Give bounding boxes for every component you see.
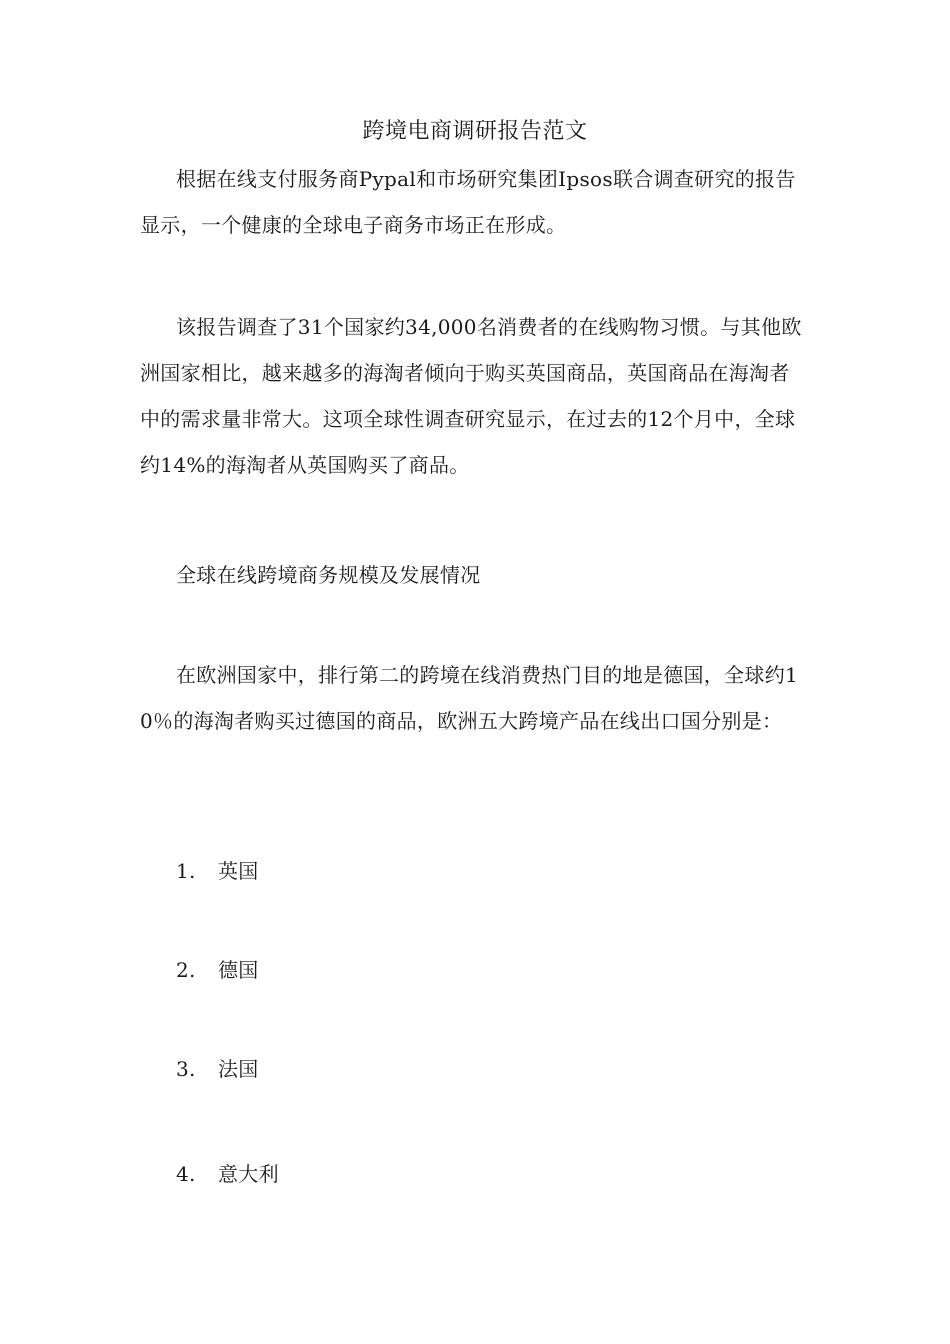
list-item-text: 法国	[218, 1057, 259, 1081]
list-item	[176, 1054, 259, 1084]
list-item	[176, 856, 259, 886]
list-item	[176, 955, 259, 985]
list-item-number: 4.	[176, 1162, 196, 1186]
section-heading: 全球在线跨境商务规模及发展情况	[176, 563, 481, 587]
list-item-number: 3.	[176, 1057, 196, 1081]
germany-paragraph: 在欧洲国家中，排行第二的跨境在线消费热门目的地是德国，全球约10％的海淘者购买过德国的商品，欧洲五大跨境产品在线出口国分别是：	[140, 663, 799, 733]
list-item-number: 2.	[176, 958, 196, 982]
list-item-text: 意大利	[218, 1162, 279, 1186]
survey-paragraph: 该报告调查了31个国家约34,000名消费者的在线购物习惯。与其他欧洲国家相比，越来越多的海淘者倾向于购买英国商品，英国商品在海淘者中的需求量非常大。这项全球性调查研究显示，在过去的12个月中，全球约14%的海淘者从英国购买了商品。	[140, 315, 802, 477]
list-item-text: 德国	[218, 958, 259, 982]
document-title: 跨境电商调研报告范文	[362, 119, 588, 144]
list-item-text: 英国	[218, 859, 259, 883]
intro-paragraph: 根据在线支付服务商Pypal和市场研究集团Ipsos联合调查研究的报告显示，一个健康的全球电子商务市场正在形成。	[140, 167, 796, 237]
list-item-number: 1.	[176, 859, 196, 883]
list-item	[176, 1159, 279, 1189]
